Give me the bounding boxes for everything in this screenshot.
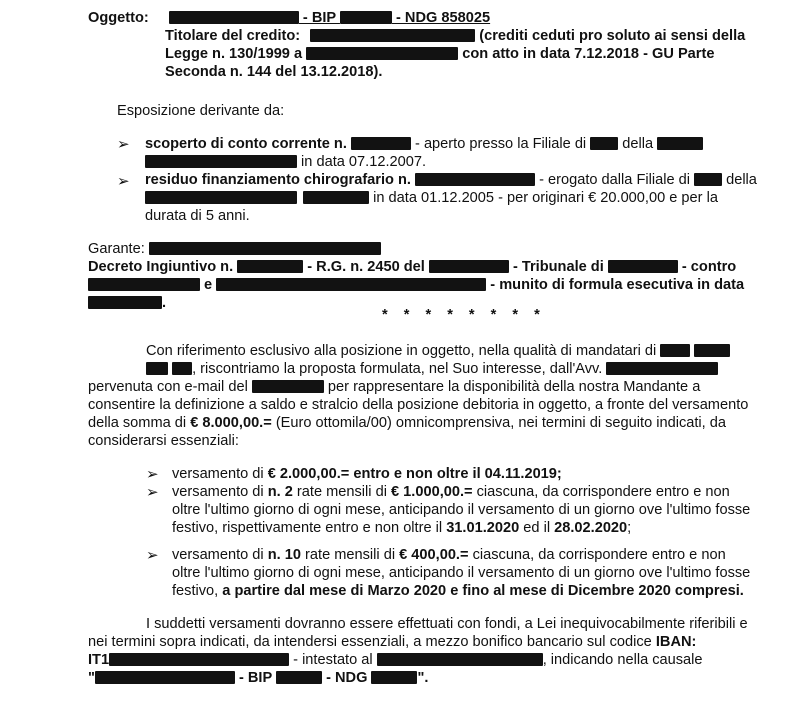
- redaction: [237, 260, 303, 273]
- redaction: [95, 671, 235, 684]
- esposizione-item-1: scoperto di conto corrente n. - aperto presso la Filiale di della: [145, 136, 703, 154]
- esposizione-item-2: residuo finanziamento chirografario n. - erogato dalla Filiale di della: [145, 172, 757, 188]
- bullet-icon: ➢: [146, 484, 159, 501]
- redaction: [88, 278, 200, 291]
- redaction: [172, 362, 192, 375]
- redaction: [88, 296, 162, 309]
- redaction: [694, 344, 730, 357]
- redaction: [415, 173, 535, 186]
- bullet-icon: ➢: [117, 173, 130, 190]
- redaction: [657, 137, 703, 150]
- redaction: [608, 260, 678, 273]
- redaction: [169, 11, 299, 24]
- redaction: [590, 137, 618, 150]
- redaction: [145, 191, 297, 204]
- letter-page: Oggetto: - BIP - NDG 858025 Titolare del credito: (crediti ceduti pro soluto ai sensi della Legge n. 130/1999 a con atto in data 7.12.2018 - GU Parte Seconda n. 144 del 13.12.2018). Esposizione derivante da: ➢ scoperto di conto corrente n. - aperto presso la Filiale di della in data 07.12.2007. ➢ residuo finanziamento chirografario n. - erogato dalla Filiale di della in data 01.12.2005 - per originari € 20.000,00 e per la durata di 5 anni. Garante: Decreto Ingiuntivo n. - R.G. n. 2450 del - Tribunale di - contro e - munito di formula esecutiva in data . * * * * * * * * Con riferimento esclusivo alla posizione in oggetto, nella qualità di mandatari di , riscontriamo la proposta formulata, nel Suo interesse, dall'Avv. pervenuta con e-mail del per rappresentare la disponibilità della nostra Mandante a consentire la definizione a saldo e stralcio della posizione debitoria in oggetto, a fronte del versamento della somma di € 8.000,00.= (Euro ottomila/00) omnicomprensiva, nei termini di seguito indicati, da considerarsi essenziali: ➢ versamento di € 2.000,00.= entro e non oltre il 04.11.2019; ➢ versamento di n. 2 rate mensili di € 1.000,00.= ciascuna, da corrispondere entro e non oltre l'ultimo giorno di ogni mese, anticipando il versamento di un giorno ove l'ultimo fosse festivo, rispettivamente entro e non oltre il 31.01.2020 ed il 28.02.2020; ➢ versamento di n. 10 rate mensili di € 400,00.= ciascuna, da corrispondere entro e non oltre l'ultimo giorno di ogni mese, anticipando il versamento di un giorno ove l'ultimo fosse festivo, a partire dal mese di Marzo 2020 e fino al mese di Dicembre 2020 compresi. I suddetti versamenti dovranno essere effettuati con fondi, a Lei inequivocabilmente riferibili e nei termini sopra indicati, da intendersi essenziali, a mezzo bonifico bancario sul codice IBAN: IT1 - intestato al , indicando nella causale " - BIP - NDG ".: [88, 10, 757, 686]
- body-paragraph: Con riferimento esclusivo alla posizione in oggetto, nella qualità di mandatari di: [146, 343, 730, 361]
- redaction: [252, 380, 324, 393]
- versamento-1: versamento di € 2.000,00.= entro e non oltre il 04.11.2019;: [172, 466, 562, 482]
- redaction: [303, 191, 369, 204]
- redaction: [149, 242, 381, 255]
- redaction: [146, 362, 168, 375]
- bullet-icon: ➢: [146, 466, 159, 483]
- oggetto-line: Oggetto: - BIP - NDG 858025: [88, 10, 491, 26]
- iban-line: IT1 - intestato al , indicando nella causale: [88, 652, 703, 668]
- redaction: [377, 653, 543, 666]
- causale-line: " - BIP - NDG ".: [88, 670, 429, 686]
- redaction: [216, 278, 486, 291]
- redaction: [340, 11, 392, 24]
- decreto-line: Decreto Ingiuntivo n. - R.G. n. 2450 del - Tribunale di - contro: [88, 259, 737, 275]
- redaction: [371, 671, 417, 684]
- oggetto-label: Oggetto:: [88, 10, 149, 26]
- redaction: [429, 260, 509, 273]
- ndg-reference: - NDG 858025: [391, 10, 491, 26]
- legge-line: Legge n. 130/1999 a con atto in data 7.12.2018 - GU Parte: [165, 46, 715, 62]
- redaction: [694, 173, 722, 186]
- esposizione-intro: Esposizione derivante da:: [117, 103, 285, 119]
- bullet-icon: ➢: [117, 136, 130, 153]
- redaction: [351, 137, 411, 150]
- redaction: [310, 29, 475, 42]
- redaction: [306, 47, 458, 60]
- redaction: [276, 671, 322, 684]
- redaction: [109, 653, 289, 666]
- versamento-3: versamento di n. 10 rate mensili di € 400,00.= ciascuna, da corrispondere entro e non: [172, 547, 726, 563]
- separator-stars: * * * * * * * *: [382, 307, 546, 323]
- bullet-icon: ➢: [146, 547, 159, 564]
- titolare-line: Titolare del credito: (crediti ceduti pro soluto ai sensi della: [165, 28, 746, 44]
- gu-line: Seconda n. 144 del 13.12.2018).: [165, 64, 383, 80]
- closing-paragraph: I suddetti versamenti dovranno essere effettuati con fondi, a Lei inequivocabilmente riferibili e: [146, 616, 748, 632]
- versamento-2: versamento di n. 2 rate mensili di € 1.000,00.= ciascuna, da corrispondere entro e non: [172, 484, 730, 500]
- redaction: [606, 362, 718, 375]
- redaction: [145, 155, 297, 168]
- garante-line: Garante:: [88, 241, 381, 259]
- redaction: [660, 344, 690, 357]
